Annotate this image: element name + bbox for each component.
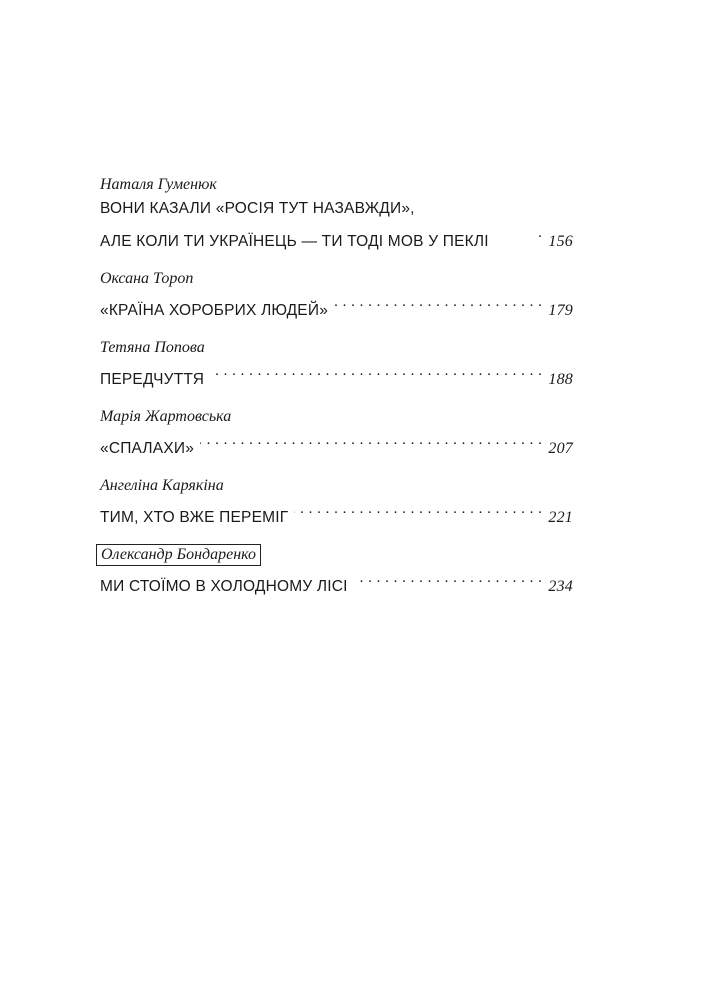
dot-leader [495, 221, 543, 246]
author-name: Марія Жартовська [100, 408, 232, 425]
title-line [100, 497, 573, 526]
toc-entry [100, 174, 573, 250]
story-title: «СПАЛАХИ» [100, 440, 195, 457]
title-line [100, 566, 573, 595]
author-name: Наталя Гуменюк [100, 176, 217, 193]
dot-leader [210, 359, 542, 384]
page-number: 156 [548, 233, 573, 250]
dot-leader [334, 290, 542, 315]
author-name-highlighted: Олександр Бондаренко [96, 544, 261, 566]
story-title: ПЕРЕДЧУТТЯ [100, 371, 205, 388]
page-number: 221 [548, 509, 573, 526]
story-title: МИ СТОЇМО В ХОЛОДНОМУ ЛІСІ [100, 578, 348, 595]
title-line [100, 359, 573, 388]
toc-entry [100, 337, 573, 388]
story-title: ВОНИ КАЗАЛИ «РОСІЯ ТУТ НАЗАВЖДИ», [100, 200, 415, 217]
title-line [100, 196, 573, 221]
dot-leader [354, 566, 543, 591]
page-number: 207 [548, 440, 573, 457]
toc-entry [100, 475, 573, 526]
dot-leader [294, 497, 542, 522]
author-name: Ангеліна Карякіна [100, 477, 224, 494]
author-name: Тетяна Попова [100, 339, 205, 356]
table-of-contents [100, 174, 573, 613]
toc-entry [100, 268, 573, 319]
title-line [100, 428, 573, 457]
title-line [100, 290, 573, 319]
author-name: Оксана Тороп [100, 270, 194, 287]
toc-entry [100, 406, 573, 457]
toc-entry [100, 544, 573, 595]
page-number: 179 [548, 302, 573, 319]
story-title: АЛЕ КОЛИ ТИ УКРАЇНЕЦЬ — ТИ ТОДІ МОВ У ПЕКЛІ [100, 233, 489, 250]
story-title: «КРАЇНА ХОРОБРИХ ЛЮДЕЙ» [100, 302, 329, 319]
page-number: 188 [548, 371, 573, 388]
story-title: ТИМ, ХТО ВЖЕ ПЕРЕМІГ [100, 509, 289, 526]
page-number: 234 [548, 578, 573, 595]
dot-leader [200, 428, 542, 453]
title-line [100, 221, 573, 250]
